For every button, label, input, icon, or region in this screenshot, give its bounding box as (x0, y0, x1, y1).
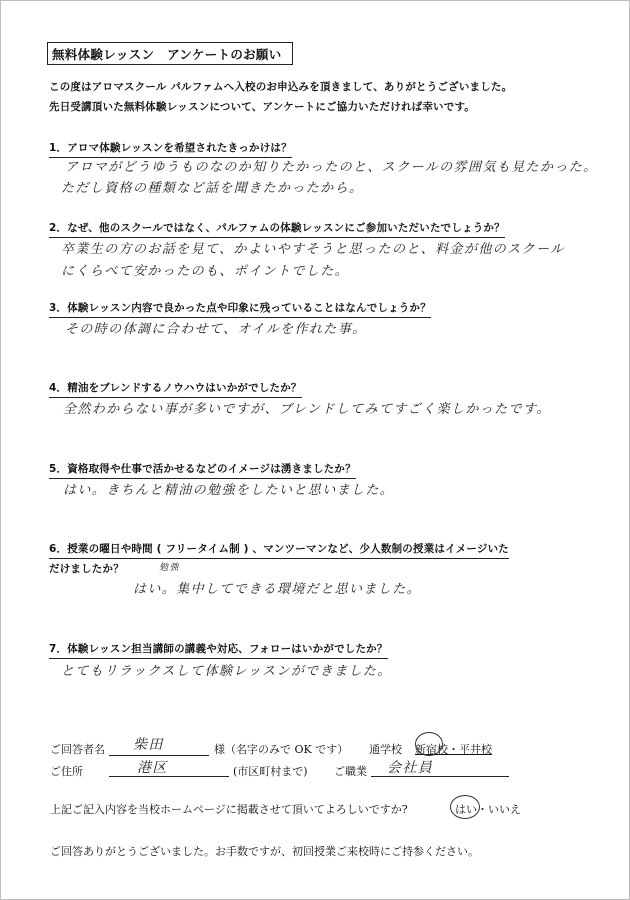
question-4: 4．精油をブレンドするノウハウはいかがでしたか？ (49, 380, 302, 398)
job-label: ご職業 (334, 765, 367, 778)
survey-title: 無料体験レッスン アンケートのお願い (47, 42, 293, 65)
answer-5: はい。きちんと精油の勉強をしたいと思いました。 (63, 483, 395, 498)
school-label: 通学校 (369, 743, 402, 756)
question-6: 6．授業の曜日や時間 ( フリータイム制 ) 、マンツーマンなど、少人数制の授業はイメージいた (49, 541, 509, 559)
answer-6-insertion: 勉強 (159, 563, 180, 573)
address-underline (109, 776, 229, 777)
answer-2-line-1: 卒業生の方のお話を見て、かよいやすそうと思ったのと、料金が他のスクール (61, 242, 565, 257)
name-underline (109, 755, 209, 756)
question-2: 2．なぜ、他のスクールではなく、パルファムの体験レッスンにご参加いただいたでしょうか？ (49, 220, 505, 238)
consent-options: はい・いいえ (455, 803, 521, 816)
question-5: 5．資格取得や仕事で活かせるなどのイメージは湧きましたか？ (49, 461, 356, 479)
intro-line-2: 先日受講頂いた無料体験レッスンについて、アンケートにご協力いただければ幸いです。 (49, 101, 476, 113)
job-value: 会社員 (387, 760, 434, 776)
answer-1-line-2: ただし資格の種類など話を聞きたかったから。 (61, 181, 364, 196)
name-value: 柴田 (133, 737, 164, 753)
school-selection-circle (415, 732, 443, 756)
intro-line-1: この度はアロマスクール パルファムへ入校のお申込みを頂きまして、ありがとうございました。 (49, 81, 513, 93)
answer-3: その時の体調に合わせて、オイルを作れた事。 (65, 322, 367, 337)
address-label: ご住所 (50, 765, 83, 778)
question-3: 3．体験レッスン内容で良かった点や印象に残っていることはなんでしょうか？ (49, 300, 431, 318)
consent-yes-circle (450, 795, 480, 819)
school-options: 新宿校・平井校 (415, 743, 492, 756)
answer-6: はい。集中してできる環境だと思いました。 (133, 582, 422, 597)
answer-4: 全然わからない事が多いですが、ブレンドしてみてすごく楽しかったです。 (63, 402, 551, 417)
answer-7: とてもリラックスして体験レッスンができました。 (61, 664, 392, 679)
question-1: 1．アロマ体験レッスンを希望されたきっかけは？ (49, 140, 292, 158)
job-underline (371, 776, 509, 777)
answer-2-line-2: にくらべて安かったのも、ポイントでした。 (61, 264, 350, 279)
question-7: 7．体験レッスン担当講師の講義や対応、フォローはいかがでしたか？ (49, 641, 388, 659)
consent-question: 上記ご記入内容を当校ホームページに掲載させて頂いてよろしいですか? (50, 803, 408, 816)
question-6-continued: だけましたか？ (49, 563, 124, 575)
name-suffix: 様（名字のみで OK です） (214, 743, 349, 756)
answer-1-line-1: アロマがどうゆうものなのか知りたかったのと、スクールの雰囲気も見たかった。 (65, 160, 598, 175)
address-value: 港区 (137, 760, 168, 776)
address-note: (市区町村まで) (233, 765, 308, 778)
name-label: ご回答者名 (50, 743, 105, 756)
closing-message: ご回答ありがとうございました。お手数ですが、初回授業ご来校時にご持参ください。 (50, 845, 479, 858)
